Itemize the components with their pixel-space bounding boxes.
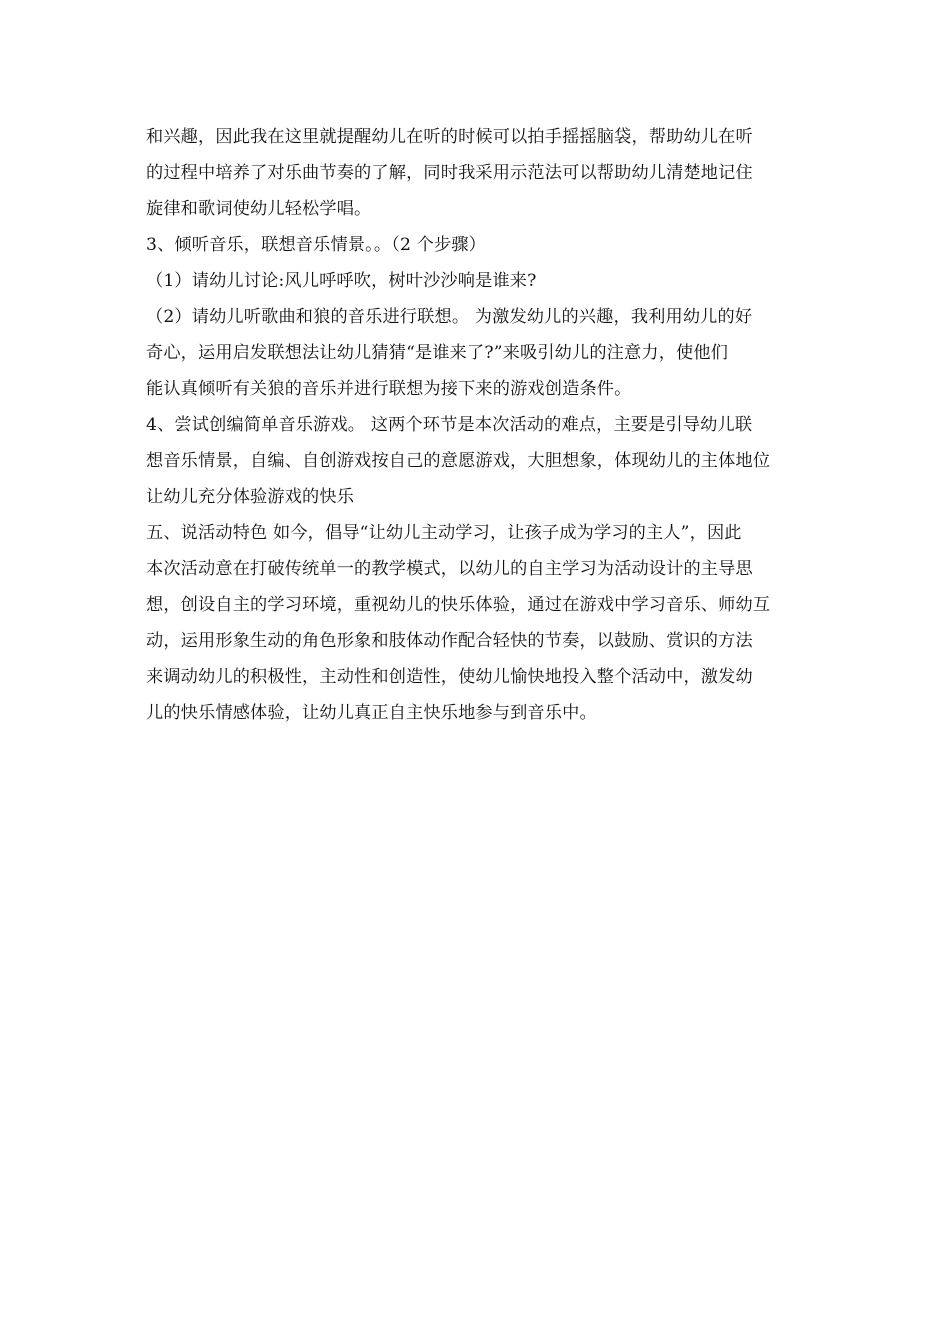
text-line: 和兴趣，因此我在这里就提醒幼儿在听的时候可以拍手摇摇脑袋，帮助幼儿在听 bbox=[146, 127, 753, 147]
section-heading-5: 五、说活动特色 如今，倡导“让幼儿主动学习，让孩子成为学习的主人”，因此 bbox=[146, 523, 742, 543]
text-line: 想音乐情景，自编、自创游戏按自己的意愿游戏，大胆想象，体现幼儿的主体地位 bbox=[146, 451, 771, 471]
text-line: 能认真倾听有关狼的音乐并进行联想为接下来的游戏创造条件。 bbox=[146, 379, 632, 399]
section-heading-3: 3、倾听音乐，联想音乐情景。。（2 个步骤） bbox=[146, 235, 486, 255]
text-line: 旋律和歌词使幼儿轻松学唱。 bbox=[146, 199, 372, 219]
text-line: 儿的快乐情感体验，让幼儿真正自主快乐地参与到音乐中。 bbox=[146, 703, 597, 723]
section-heading-4: 4、尝试创编简单音乐游戏。 这两个环节是本次活动的难点，主要是引导幼儿联 bbox=[146, 415, 753, 435]
text-line: 奇心，运用启发联想法让幼儿猜猜“是谁来了?”来吸引幼儿的注意力，使他们 bbox=[146, 343, 729, 363]
text-line: 来调动幼儿的积极性，主动性和创造性，使幼儿愉快地投入整个活动中，激发幼 bbox=[146, 667, 753, 687]
text-line: 本次活动意在打破传统单一的教学模式，以幼儿的自主学习为活动设计的主导思 bbox=[146, 559, 753, 579]
step-2: （2）请幼儿听歌曲和狼的音乐进行联想。 为激发幼儿的兴趣，我利用幼儿的好 bbox=[146, 307, 753, 327]
text-line: 动，运用形象生动的角色形象和肢体动作配合轻快的节奏，以鼓励、赏识的方法 bbox=[146, 631, 753, 651]
text-line: 想，创设自主的学习环境，重视幼儿的快乐体验，通过在游戏中学习音乐、师幼互 bbox=[146, 595, 771, 615]
step-1: （1）请幼儿讨论:风儿呼呼吹，树叶沙沙响是谁来? bbox=[146, 271, 537, 291]
text-line: 的过程中培养了对乐曲节奏的了解，同时我采用示范法可以帮助幼儿清楚地记住 bbox=[146, 163, 753, 183]
text-line: 让幼儿充分体验游戏的快乐 bbox=[146, 487, 355, 507]
